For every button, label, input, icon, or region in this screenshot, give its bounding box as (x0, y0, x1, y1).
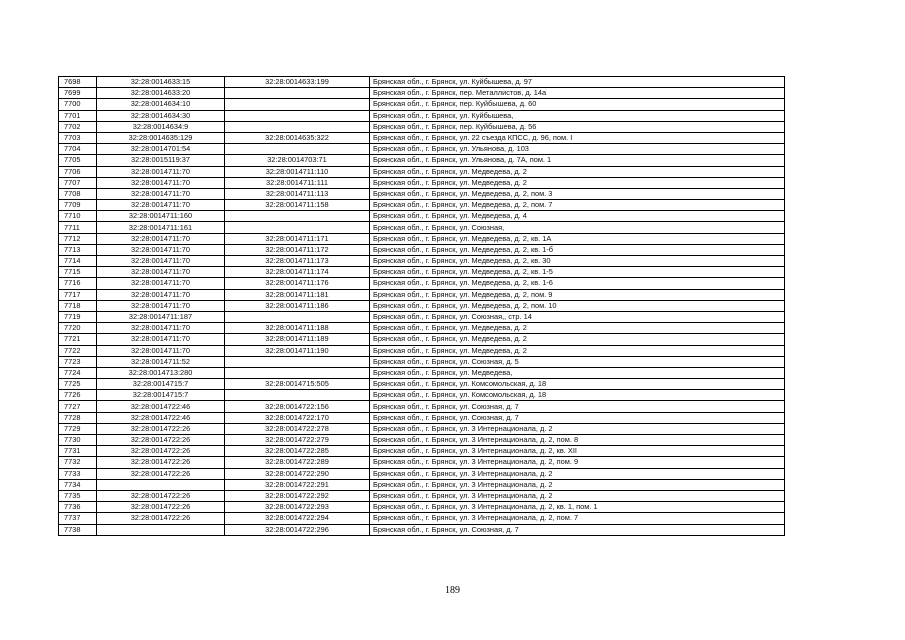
cadastral-number-cell: 32:28:0014711:70 (97, 267, 225, 278)
row-number-cell: 7729 (59, 423, 97, 434)
address-cell: Брянская обл., г. Брянск, ул. 3 Интернационала, д. 2 (370, 468, 785, 479)
cadastral-number-cell: 32:28:0014711:70 (97, 244, 225, 255)
cadastral-number-cell: 32:28:0014711:52 (97, 356, 225, 367)
table-row (59, 88, 785, 99)
table-row (59, 121, 785, 132)
table-row (59, 256, 785, 267)
address-cell: Брянская обл., г. Брянск, ул. 3 Интернационала, д. 2, кв. 1, пом. 1 (370, 502, 785, 513)
object-number-cell: 32:28:0014722:170 (225, 412, 370, 423)
address-cell: Брянская обл., г. Брянск, ул. Союзная,, стр. 14 (370, 311, 785, 322)
address-cell: Брянская обл., г. Брянск, ул. 3 Интернационала, д. 2 (370, 479, 785, 490)
cadastral-number-cell: 32:28:0014722:26 (97, 468, 225, 479)
object-number-cell (225, 367, 370, 378)
table-row (59, 446, 785, 457)
object-number-cell: 32:28:0014711:174 (225, 267, 370, 278)
row-number-cell: 7699 (59, 88, 97, 99)
object-number-cell: 32:28:0014635:322 (225, 132, 370, 143)
table-row (59, 423, 785, 434)
address-cell: Брянская обл., г. Брянск, ул. Медведева, д. 2 (370, 345, 785, 356)
row-number-cell: 7701 (59, 110, 97, 121)
address-cell: Брянская обл., г. Брянск, пер. Куйбышева, д. 60 (370, 99, 785, 110)
object-number-cell: 32:28:0014722:285 (225, 446, 370, 457)
row-number-cell: 7737 (59, 513, 97, 524)
row-number-cell: 7706 (59, 166, 97, 177)
address-cell: Брянская обл., г. Брянск, ул. Медведева, д. 2 (370, 323, 785, 334)
row-number-cell: 7724 (59, 367, 97, 378)
address-cell: Брянская обл., г. Брянск, ул. Медведева, д. 2 (370, 334, 785, 345)
table-row (59, 490, 785, 501)
row-number-cell: 7733 (59, 468, 97, 479)
row-number-cell: 7708 (59, 188, 97, 199)
cadastral-number-cell: 32:28:0014711:70 (97, 300, 225, 311)
object-number-cell: 32:28:0014722:296 (225, 524, 370, 535)
cadastral-number-cell: 32:28:0014722:46 (97, 412, 225, 423)
cadastral-number-cell: 32:28:0014711:70 (97, 256, 225, 267)
address-cell: Брянская обл., г. Брянск, ул. Медведева, (370, 367, 785, 378)
cadastral-number-cell: 32:28:0014711:70 (97, 323, 225, 334)
object-number-cell: 32:28:0014722:291 (225, 479, 370, 490)
row-number-cell: 7705 (59, 155, 97, 166)
object-number-cell: 32:28:0014722:290 (225, 468, 370, 479)
row-number-cell: 7703 (59, 132, 97, 143)
table-row (59, 200, 785, 211)
cadastral-number-cell: 32:28:0014635:129 (97, 132, 225, 143)
row-number-cell: 7726 (59, 390, 97, 401)
table-row (59, 289, 785, 300)
row-number-cell: 7721 (59, 334, 97, 345)
table-row (59, 132, 785, 143)
cadastral-number-cell: 32:28:0014722:26 (97, 502, 225, 513)
row-number-cell: 7700 (59, 99, 97, 110)
row-number-cell: 7727 (59, 401, 97, 412)
object-number-cell: 32:28:0014711:171 (225, 233, 370, 244)
cadastral-number-cell: 32:28:0014711:70 (97, 278, 225, 289)
cadastral-number-cell: 32:28:0014722:26 (97, 435, 225, 446)
address-cell: Брянская обл., г. Брянск, ул. Медведева, д. 2, кв. 1А (370, 233, 785, 244)
table-row (59, 356, 785, 367)
table-row (59, 166, 785, 177)
cadastral-number-cell: 32:28:0014722:26 (97, 423, 225, 434)
cadastral-number-cell (97, 479, 225, 490)
row-number-cell: 7698 (59, 77, 97, 88)
table-row (59, 233, 785, 244)
row-number-cell: 7723 (59, 356, 97, 367)
cadastral-number-cell: 32:28:0014633:15 (97, 77, 225, 88)
cadastral-number-cell: 32:28:0014711:70 (97, 345, 225, 356)
row-number-cell: 7728 (59, 412, 97, 423)
page-number: 189 (445, 585, 460, 596)
address-cell: Брянская обл., г. Брянск, ул. Комсомольская, д. 18 (370, 390, 785, 401)
object-number-cell (225, 144, 370, 155)
table-row (59, 345, 785, 356)
table-row (59, 188, 785, 199)
cadastral-number-cell: 32:28:0014722:26 (97, 513, 225, 524)
row-number-cell: 7735 (59, 490, 97, 501)
object-number-cell (225, 311, 370, 322)
object-number-cell: 32:28:0014711:181 (225, 289, 370, 300)
row-number-cell: 7717 (59, 289, 97, 300)
address-cell: Брянская обл., г. Брянск, ул. Медведева, д. 2, пом. 3 (370, 188, 785, 199)
address-cell: Брянская обл., г. Брянск, ул. Медведева, д. 2 (370, 177, 785, 188)
table-row (59, 390, 785, 401)
row-number-cell: 7731 (59, 446, 97, 457)
cadastral-number-cell: 32:28:0014711:70 (97, 334, 225, 345)
table-row (59, 144, 785, 155)
table-row (59, 468, 785, 479)
table-row (59, 155, 785, 166)
row-number-cell: 7711 (59, 222, 97, 233)
cadastral-number-cell: 32:28:0014713:280 (97, 367, 225, 378)
object-number-cell: 32:28:0014711:113 (225, 188, 370, 199)
address-cell: Брянская обл., г. Брянск, ул. 22 съезда КПСС, д. 96, пом. I (370, 132, 785, 143)
table-row (59, 244, 785, 255)
row-number-cell: 7722 (59, 345, 97, 356)
address-cell: Брянская обл., г. Брянск, ул. Союзная, д. 5 (370, 356, 785, 367)
object-number-cell: 32:28:0014711:110 (225, 166, 370, 177)
cadastral-number-cell: 32:28:0014711:160 (97, 211, 225, 222)
row-number-cell: 7730 (59, 435, 97, 446)
table-row (59, 267, 785, 278)
cadastral-number-cell: 32:28:0014634:30 (97, 110, 225, 121)
cadastral-number-cell: 32:28:0014701:54 (97, 144, 225, 155)
cadastral-number-cell: 32:28:0014722:26 (97, 490, 225, 501)
object-number-cell: 32:28:0014711:158 (225, 200, 370, 211)
address-cell: Брянская обл., г. Брянск, ул. Ульянова, д. 7А, пом. 1 (370, 155, 785, 166)
address-cell: Брянская обл., г. Брянск, ул. Ульянова, д. 103 (370, 144, 785, 155)
row-number-cell: 7707 (59, 177, 97, 188)
table-row (59, 177, 785, 188)
row-number-cell: 7716 (59, 278, 97, 289)
address-cell: Брянская обл., г. Брянск, ул. Союзная, д. 7 (370, 524, 785, 535)
cadastral-number-cell: 32:28:0014634:9 (97, 121, 225, 132)
table-row (59, 222, 785, 233)
cadastral-number-cell: 32:28:0014711:70 (97, 188, 225, 199)
object-number-cell: 32:28:0014711:186 (225, 300, 370, 311)
object-number-cell: 32:28:0014722:289 (225, 457, 370, 468)
address-cell: Брянская обл., г. Брянск, ул. 3 Интернационала, д. 2, кв. XII (370, 446, 785, 457)
object-number-cell (225, 390, 370, 401)
object-number-cell: 32:28:0014711:173 (225, 256, 370, 267)
table-row (59, 367, 785, 378)
row-number-cell: 7736 (59, 502, 97, 513)
cadastral-number-cell: 32:28:0015119:37 (97, 155, 225, 166)
object-number-cell: 32:28:0014711:176 (225, 278, 370, 289)
cadastral-number-cell: 32:28:0014711:70 (97, 166, 225, 177)
table-row (59, 311, 785, 322)
table-row (59, 334, 785, 345)
object-number-cell (225, 222, 370, 233)
object-number-cell: 32:28:0014715:505 (225, 379, 370, 390)
cadastral-number-cell: 32:28:0014722:26 (97, 457, 225, 468)
cadastral-number-cell: 32:28:0014711:70 (97, 177, 225, 188)
table-row (59, 99, 785, 110)
row-number-cell: 7738 (59, 524, 97, 535)
row-number-cell: 7732 (59, 457, 97, 468)
object-number-cell: 32:28:0014711:188 (225, 323, 370, 334)
object-number-cell: 32:28:0014722:156 (225, 401, 370, 412)
table-row (59, 300, 785, 311)
object-number-cell: 32:28:0014711:111 (225, 177, 370, 188)
object-number-cell: 32:28:0014722:278 (225, 423, 370, 434)
object-number-cell (225, 211, 370, 222)
address-cell: Брянская обл., г. Брянск, ул. Союзная, (370, 222, 785, 233)
object-number-cell (225, 110, 370, 121)
object-number-cell (225, 88, 370, 99)
cadastral-number-cell: 32:28:0014711:70 (97, 200, 225, 211)
address-cell: Брянская обл., г. Брянск, пер. Металлистов, д. 14а (370, 88, 785, 99)
address-cell: Брянская обл., г. Брянск, ул. Медведева, д. 2, кв. 1-5 (370, 267, 785, 278)
address-cell: Брянская обл., г. Брянск, ул. 3 Интернационала, д. 2 (370, 423, 785, 434)
address-cell: Брянская обл., г. Брянск, ул. Куйбышева, д. 97 (370, 77, 785, 88)
object-number-cell: 32:28:0014711:172 (225, 244, 370, 255)
row-number-cell: 7714 (59, 256, 97, 267)
table-row (59, 412, 785, 423)
address-cell: Брянская обл., г. Брянск, ул. 3 Интернационала, д. 2 (370, 490, 785, 501)
cadastral-number-cell: 32:28:0014715:7 (97, 379, 225, 390)
address-cell: Брянская обл., г. Брянск, ул. Медведева, д. 2, кв. 1-б (370, 244, 785, 255)
cadastral-number-cell: 32:28:0014711:70 (97, 233, 225, 244)
object-number-cell: 32:28:0014722:279 (225, 435, 370, 446)
row-number-cell: 7719 (59, 311, 97, 322)
object-number-cell: 32:28:0014722:292 (225, 490, 370, 501)
address-cell: Брянская обл., г. Брянск, ул. Союзная, д. 7 (370, 401, 785, 412)
table-row (59, 401, 785, 412)
address-cell: Брянская обл., г. Брянск, пер. Куйбышева, д. 56 (370, 121, 785, 132)
row-number-cell: 7710 (59, 211, 97, 222)
address-cell: Брянская обл., г. Брянск, ул. Медведева, д. 2, кв. 30 (370, 256, 785, 267)
data-table (58, 76, 785, 536)
table-row (59, 211, 785, 222)
row-number-cell: 7715 (59, 267, 97, 278)
table-row (59, 513, 785, 524)
object-number-cell: 32:28:0014722:294 (225, 513, 370, 524)
table-row (59, 110, 785, 121)
object-number-cell: 32:28:0014711:189 (225, 334, 370, 345)
address-cell: Брянская обл., г. Брянск, ул. 3 Интернационала, д. 2, пом. 8 (370, 435, 785, 446)
row-number-cell: 7709 (59, 200, 97, 211)
cadastral-number-cell: 32:28:0014711:70 (97, 289, 225, 300)
cadastral-number-cell: 32:28:0014722:46 (97, 401, 225, 412)
cadastral-number-cell: 32:28:0014715:7 (97, 390, 225, 401)
row-number-cell: 7702 (59, 121, 97, 132)
object-number-cell: 32:28:0014633:199 (225, 77, 370, 88)
object-number-cell: 32:28:0014711:190 (225, 345, 370, 356)
cadastral-number-cell: 32:28:0014711:187 (97, 311, 225, 322)
table-row (59, 278, 785, 289)
address-cell: Брянская обл., г. Брянск, ул. Медведева, д. 4 (370, 211, 785, 222)
object-number-cell (225, 356, 370, 367)
table-row (59, 457, 785, 468)
row-number-cell: 7734 (59, 479, 97, 490)
cadastral-number-cell: 32:28:0014634:10 (97, 99, 225, 110)
cadastral-number-cell: 32:28:0014722:26 (97, 446, 225, 457)
row-number-cell: 7725 (59, 379, 97, 390)
table-row (59, 502, 785, 513)
cadastral-number-cell: 32:28:0014633:20 (97, 88, 225, 99)
address-cell: Брянская обл., г. Брянск, ул. Медведева, д. 2, пом. 9 (370, 289, 785, 300)
address-cell: Брянская обл., г. Брянск, ул. Медведева, д. 2, пом. 10 (370, 300, 785, 311)
table-row (59, 479, 785, 490)
table-row (59, 435, 785, 446)
object-number-cell (225, 99, 370, 110)
address-cell: Брянская обл., г. Брянск, ул. 3 Интернационала, д. 2, пом. 7 (370, 513, 785, 524)
row-number-cell: 7712 (59, 233, 97, 244)
address-cell: Брянская обл., г. Брянск, ул. Медведева, д. 2 (370, 166, 785, 177)
table-row (59, 379, 785, 390)
object-number-cell (225, 121, 370, 132)
table-row (59, 77, 785, 88)
object-number-cell: 32:28:0014722:293 (225, 502, 370, 513)
address-cell: Брянская обл., г. Брянск, ул. Комсомольская, д. 18 (370, 379, 785, 390)
table-row (59, 323, 785, 334)
row-number-cell: 7713 (59, 244, 97, 255)
row-number-cell: 7718 (59, 300, 97, 311)
cadastral-number-cell (97, 524, 225, 535)
table-body (59, 77, 785, 536)
address-cell: Брянская обл., г. Брянск, ул. 3 Интернационала, д. 2, пом. 9 (370, 457, 785, 468)
object-number-cell: 32:28:0014703:71 (225, 155, 370, 166)
row-number-cell: 7704 (59, 144, 97, 155)
address-cell: Брянская обл., г. Брянск, ул. Куйбышева, (370, 110, 785, 121)
address-cell: Брянская обл., г. Брянск, ул. Медведева, д. 2, пом. 7 (370, 200, 785, 211)
table-row (59, 524, 785, 535)
address-cell: Брянская обл., г. Брянск, ул. Союзная, д. 7 (370, 412, 785, 423)
row-number-cell: 7720 (59, 323, 97, 334)
cadastral-number-cell: 32:28:0014711:161 (97, 222, 225, 233)
address-cell: Брянская обл., г. Брянск, ул. Медведева, д. 2, кв. 1-6 (370, 278, 785, 289)
